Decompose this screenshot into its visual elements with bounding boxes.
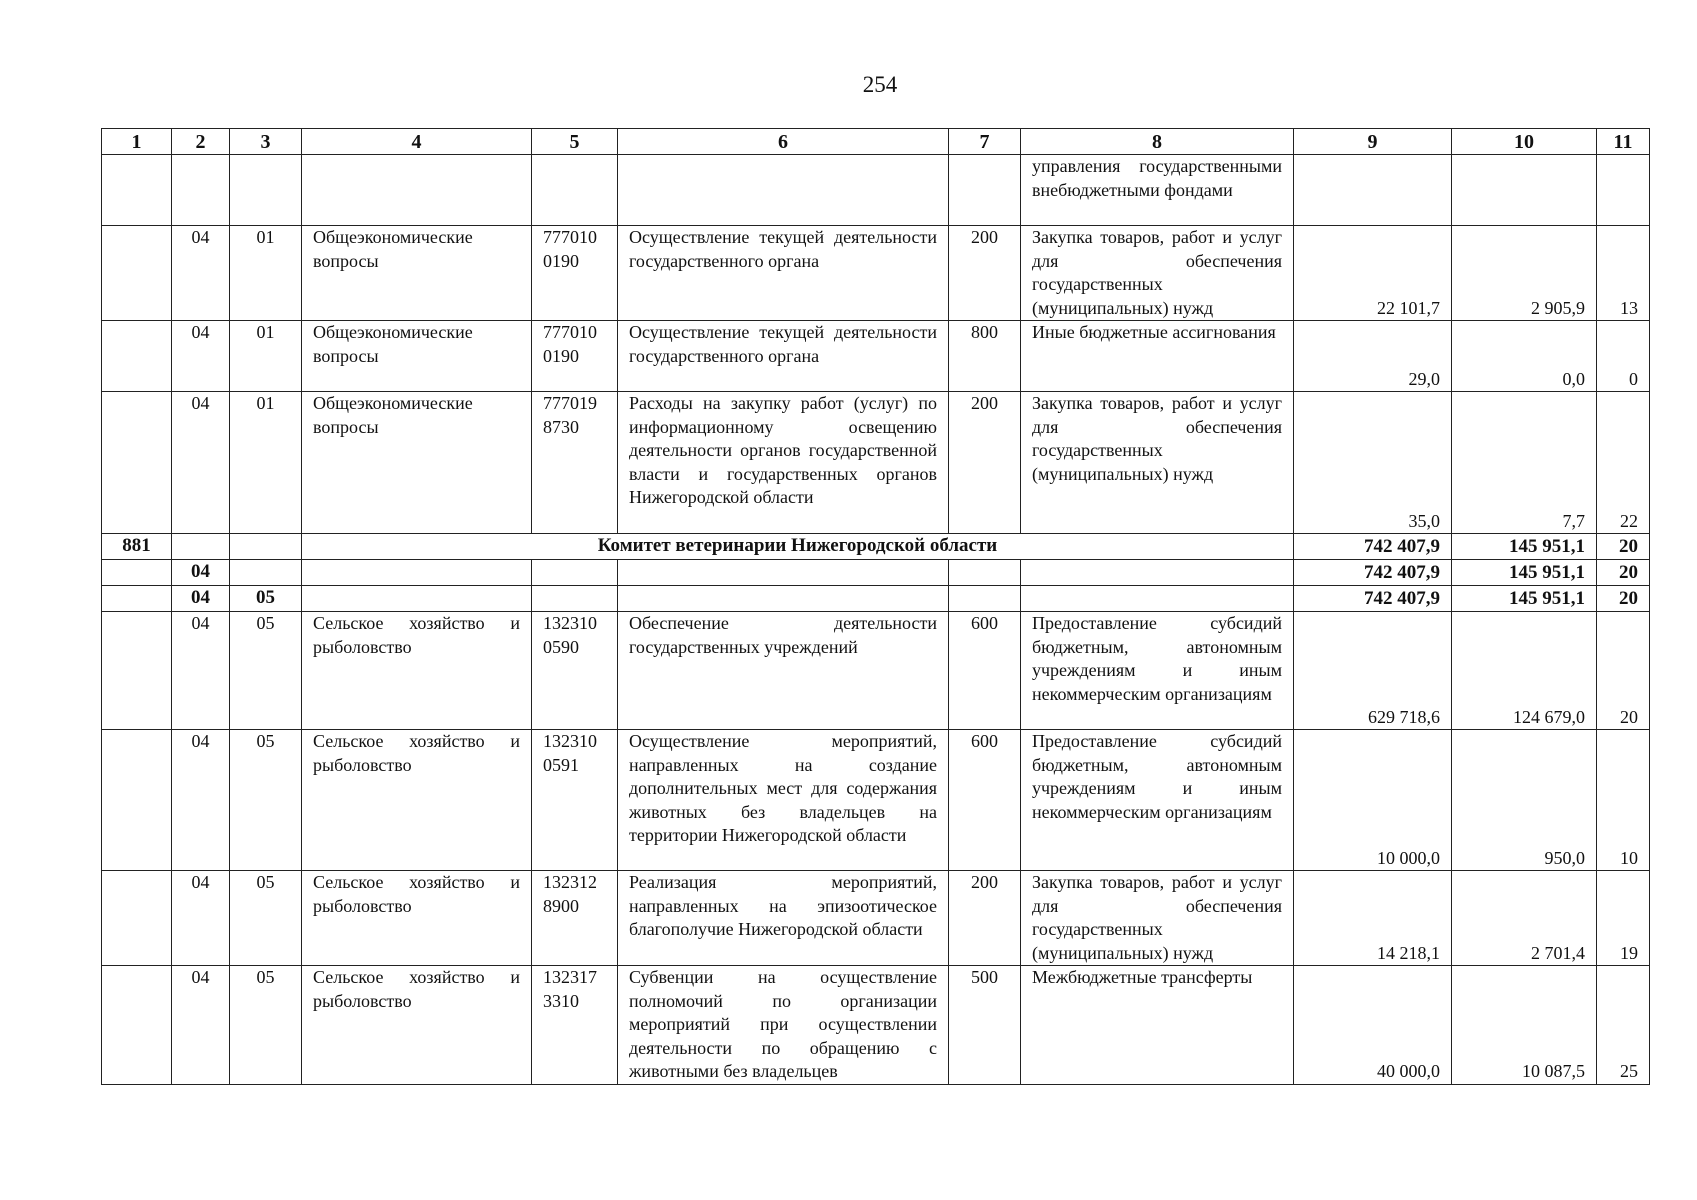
header-cell: 2 bbox=[172, 129, 230, 155]
cell-expense-type: 200 bbox=[949, 226, 1021, 321]
table-header-row bbox=[102, 129, 1650, 155]
cell-section: Сельское хозяйство и рыболовство bbox=[302, 966, 532, 1085]
cell-percent: 22 bbox=[1597, 392, 1650, 534]
cell-amount-plan: 40 000,0 bbox=[1294, 966, 1452, 1085]
header-cell: 6 bbox=[618, 129, 949, 155]
cell-col2: 04 bbox=[172, 586, 230, 612]
header-cell: 9 bbox=[1294, 129, 1452, 155]
table-row bbox=[102, 871, 1650, 966]
table-row bbox=[102, 392, 1650, 534]
cell-col1 bbox=[102, 586, 172, 612]
cell-col3: 05 bbox=[230, 586, 302, 612]
cell-percent: 20 bbox=[1597, 560, 1650, 586]
table-row-subtotal bbox=[102, 560, 1650, 586]
cell-col2: 04 bbox=[172, 226, 230, 321]
header-cell: 1 bbox=[102, 129, 172, 155]
cell-expense-type bbox=[949, 155, 1021, 226]
cell-expense-name: Закупка товаров, работ и услуг для обеспечения государственных (муниципальных) нужд bbox=[1021, 392, 1294, 534]
cell-expense-type: 500 bbox=[949, 966, 1021, 1085]
cell-percent: 20 bbox=[1597, 586, 1650, 612]
cell-expense-name: Предоставление субсидий бюджетным, автономным учреждениям и иным некоммерческим организациям bbox=[1021, 612, 1294, 730]
cell-percent bbox=[1597, 155, 1650, 226]
header-cell: 5 bbox=[532, 129, 618, 155]
cell-expense-name bbox=[1021, 586, 1294, 612]
cell-percent: 10 bbox=[1597, 730, 1650, 871]
cell-target-code: 777010 0190 bbox=[532, 321, 618, 392]
cell-amount-actual: 124 679,0 bbox=[1452, 612, 1597, 730]
cell-expense-type: 800 bbox=[949, 321, 1021, 392]
cell-col1 bbox=[102, 966, 172, 1085]
header-cell: 11 bbox=[1597, 129, 1650, 155]
cell-col3: 05 bbox=[230, 730, 302, 871]
cell-section: Сельское хозяйство и рыболовство bbox=[302, 612, 532, 730]
cell-expense-name: управления государственными внебюджетными фондами bbox=[1021, 155, 1294, 226]
header-cell: 10 bbox=[1452, 129, 1597, 155]
cell-percent: 25 bbox=[1597, 966, 1650, 1085]
cell-amount-plan bbox=[1294, 155, 1452, 226]
cell-col3: 05 bbox=[230, 871, 302, 966]
cell-section bbox=[302, 586, 532, 612]
cell-col2 bbox=[172, 534, 230, 560]
cell-amount-actual: 950,0 bbox=[1452, 730, 1597, 871]
cell-amount-actual bbox=[1452, 155, 1597, 226]
cell-col3: 05 bbox=[230, 612, 302, 730]
cell-col1 bbox=[102, 226, 172, 321]
cell-col2: 04 bbox=[172, 560, 230, 586]
cell-expense-name: Межбюджетные трансферты bbox=[1021, 966, 1294, 1085]
cell-col3 bbox=[230, 560, 302, 586]
table-row bbox=[102, 966, 1650, 1085]
cell-col1: 881 bbox=[102, 534, 172, 560]
cell-amount-actual: 145 951,1 bbox=[1452, 560, 1597, 586]
cell-target-code bbox=[532, 586, 618, 612]
cell-amount-plan: 35,0 bbox=[1294, 392, 1452, 534]
cell-col2: 04 bbox=[172, 392, 230, 534]
cell-amount-actual: 7,7 bbox=[1452, 392, 1597, 534]
header-cell: 3 bbox=[230, 129, 302, 155]
table-row bbox=[102, 321, 1650, 392]
cell-percent: 13 bbox=[1597, 226, 1650, 321]
cell-description: Реализация мероприятий, направленных на эпизоотическое благополучие Нижегородской области bbox=[618, 871, 949, 966]
cell-col1 bbox=[102, 560, 172, 586]
cell-col3 bbox=[230, 534, 302, 560]
cell-amount-actual: 2 701,4 bbox=[1452, 871, 1597, 966]
cell-amount-plan: 29,0 bbox=[1294, 321, 1452, 392]
cell-target-code: 777010 0190 bbox=[532, 226, 618, 321]
table-row bbox=[102, 612, 1650, 730]
cell-col1 bbox=[102, 871, 172, 966]
table-row bbox=[102, 155, 1650, 226]
cell-percent: 0 bbox=[1597, 321, 1650, 392]
cell-percent: 20 bbox=[1597, 534, 1650, 560]
cell-section: Сельское хозяйство и рыболовство bbox=[302, 730, 532, 871]
cell-col3: 01 bbox=[230, 392, 302, 534]
cell-expense-name: Закупка товаров, работ и услуг для обеспечения государственных (муниципальных) нужд bbox=[1021, 226, 1294, 321]
committee-title: Комитет ветеринарии Нижегородской области bbox=[302, 534, 1294, 560]
cell-section: Общеэкономические вопросы bbox=[302, 392, 532, 534]
cell-target-code: 777019 8730 bbox=[532, 392, 618, 534]
header-cell: 7 bbox=[949, 129, 1021, 155]
cell-col2: 04 bbox=[172, 966, 230, 1085]
header-cell: 8 bbox=[1021, 129, 1294, 155]
cell-col2: 04 bbox=[172, 730, 230, 871]
cell-target-code: 132310 0591 bbox=[532, 730, 618, 871]
cell-target-code: 132317 3310 bbox=[532, 966, 618, 1085]
header-cell: 4 bbox=[302, 129, 532, 155]
cell-description bbox=[618, 155, 949, 226]
cell-col1 bbox=[102, 392, 172, 534]
cell-expense-type: 600 bbox=[949, 730, 1021, 871]
cell-col2: 04 bbox=[172, 321, 230, 392]
cell-amount-plan: 742 407,9 bbox=[1294, 586, 1452, 612]
cell-amount-actual: 10 087,5 bbox=[1452, 966, 1597, 1085]
cell-expense-name bbox=[1021, 560, 1294, 586]
table-row bbox=[102, 226, 1650, 321]
cell-col2 bbox=[172, 155, 230, 226]
cell-expense-type bbox=[949, 586, 1021, 612]
cell-expense-name: Предоставление субсидий бюджетным, автономным учреждениям и иным некоммерческим организациям bbox=[1021, 730, 1294, 871]
cell-description bbox=[618, 560, 949, 586]
cell-expense-type: 200 bbox=[949, 392, 1021, 534]
cell-expense-type bbox=[949, 560, 1021, 586]
cell-amount-plan: 629 718,6 bbox=[1294, 612, 1452, 730]
cell-col3: 01 bbox=[230, 226, 302, 321]
cell-expense-type: 200 bbox=[949, 871, 1021, 966]
cell-col1 bbox=[102, 321, 172, 392]
cell-target-code: 132310 0590 bbox=[532, 612, 618, 730]
cell-description: Осуществление текущей деятельности государственного органа bbox=[618, 226, 949, 321]
cell-description: Обеспечение деятельности государственных учреждений bbox=[618, 612, 949, 730]
cell-target-code bbox=[532, 560, 618, 586]
cell-expense-name: Закупка товаров, работ и услуг для обеспечения государственных (муниципальных) нужд bbox=[1021, 871, 1294, 966]
budget-table bbox=[101, 128, 1650, 1085]
cell-col2: 04 bbox=[172, 612, 230, 730]
cell-description: Расходы на закупку работ (услуг) по информационному освещению деятельности органов государственной власти и государственных органов Нижегородской области bbox=[618, 392, 949, 534]
page-number: 254 bbox=[862, 72, 898, 97]
table-row-committee bbox=[102, 534, 1650, 560]
cell-target-code: 132312 8900 bbox=[532, 871, 618, 966]
cell-section: Общеэкономические вопросы bbox=[302, 226, 532, 321]
cell-description: Субвенции на осуществление полномочий по организации мероприятий при осуществлении деятельности по обращению с животными без владельцев bbox=[618, 966, 949, 1085]
cell-amount-actual: 2 905,9 bbox=[1452, 226, 1597, 321]
cell-col3: 05 bbox=[230, 966, 302, 1085]
cell-amount-plan: 10 000,0 bbox=[1294, 730, 1452, 871]
cell-amount-plan: 742 407,9 bbox=[1294, 534, 1452, 560]
table-row-subtotal bbox=[102, 586, 1650, 612]
cell-description: Осуществление мероприятий, направленных на создание дополнительных мест для содержания животных без владельцев на территории Нижегородской области bbox=[618, 730, 949, 871]
cell-amount-plan: 22 101,7 bbox=[1294, 226, 1452, 321]
cell-expense-name: Иные бюджетные ассигнования bbox=[1021, 321, 1294, 392]
cell-percent: 20 bbox=[1597, 612, 1650, 730]
cell-description: Осуществление текущей деятельности государственного органа bbox=[618, 321, 949, 392]
table-row bbox=[102, 730, 1650, 871]
cell-section: Общеэкономические вопросы bbox=[302, 321, 532, 392]
cell-amount-actual: 145 951,1 bbox=[1452, 586, 1597, 612]
cell-section bbox=[302, 155, 532, 226]
cell-description bbox=[618, 586, 949, 612]
cell-col1 bbox=[102, 730, 172, 871]
cell-section bbox=[302, 560, 532, 586]
cell-percent: 19 bbox=[1597, 871, 1650, 966]
cell-amount-actual: 0,0 bbox=[1452, 321, 1597, 392]
cell-col1 bbox=[102, 155, 172, 226]
cell-target-code bbox=[532, 155, 618, 226]
cell-col1 bbox=[102, 612, 172, 730]
cell-section: Сельское хозяйство и рыболовство bbox=[302, 871, 532, 966]
cell-col3: 01 bbox=[230, 321, 302, 392]
cell-expense-type: 600 bbox=[949, 612, 1021, 730]
cell-col2: 04 bbox=[172, 871, 230, 966]
cell-amount-actual: 145 951,1 bbox=[1452, 534, 1597, 560]
cell-col3 bbox=[230, 155, 302, 226]
cell-amount-plan: 14 218,1 bbox=[1294, 871, 1452, 966]
cell-amount-plan: 742 407,9 bbox=[1294, 560, 1452, 586]
